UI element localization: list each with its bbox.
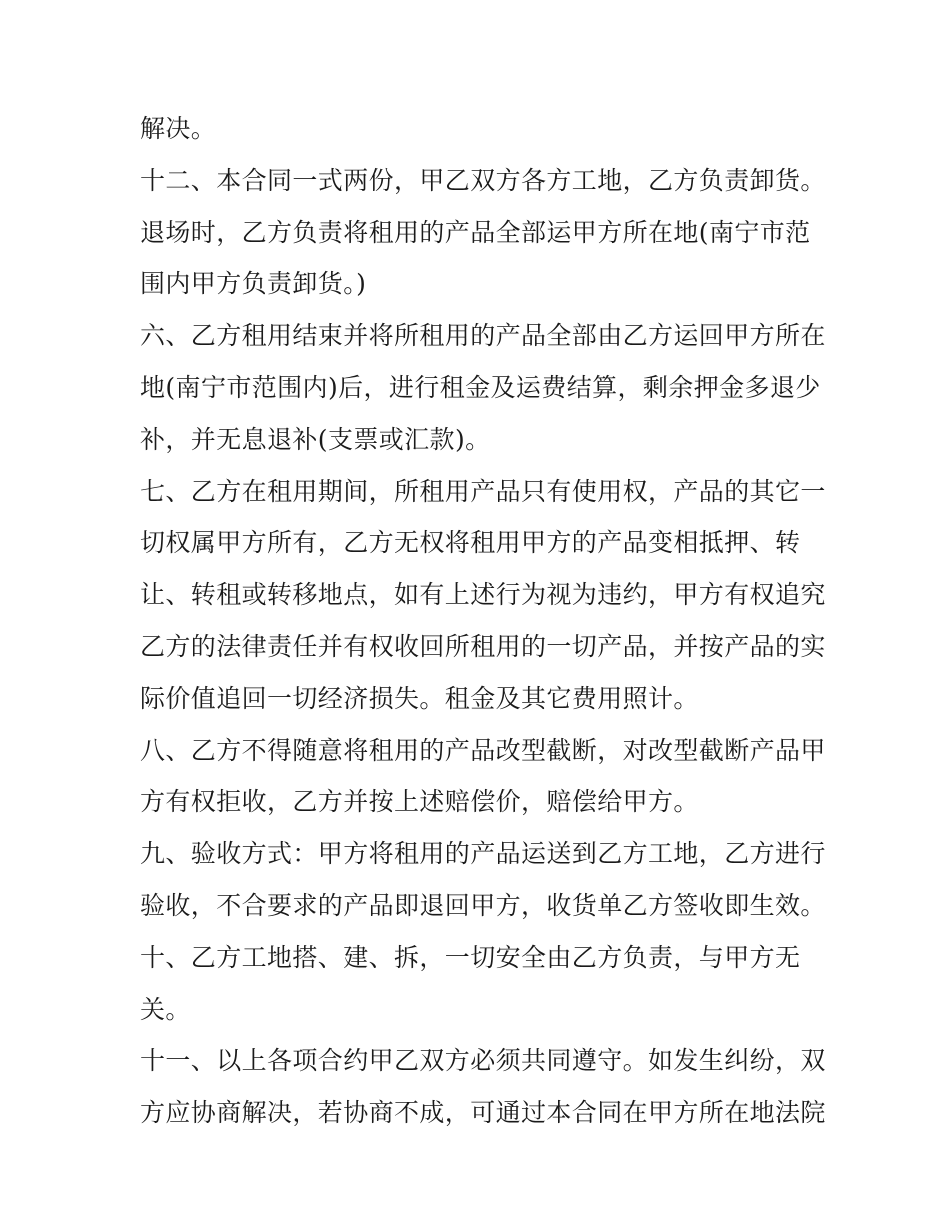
text-line: 十二、本合同一式两份，甲乙双方各方工地，乙方负责卸货。	[140, 165, 826, 195]
text-line: 让、转租或转移地点，如有上述行为视为违约，甲方有权追究	[140, 580, 826, 610]
text-line: 十、乙方工地搭、建、拆，一切安全由乙方负责，与甲方无	[140, 942, 801, 972]
text-line: 乙方的法律责任并有权收回所租用的一切产品，并按产品的实	[140, 631, 826, 661]
text-line: 关。	[140, 994, 191, 1024]
text-line: 地(南宁市范围内)后，进行租金及运费结算，剩余押金多退少	[140, 372, 821, 402]
text-line: 十一、以上各项合约甲乙双方必须共同遵守。如发生纠纷，双	[140, 1046, 826, 1076]
text-line: 解决。	[140, 114, 217, 143]
text-line: 切权属甲方所有，乙方无权将租用甲方的产品变相抵押、转	[140, 528, 801, 558]
text-line: 七、乙方在租用期间，所租用产品只有使用权，产品的其它一	[140, 476, 826, 506]
text-line: 验收，不合要求的产品即退回甲方，收货单乙方签收即生效。	[140, 890, 826, 920]
text-line: 六、乙方租用结束并将所租用的产品全部由乙方运回甲方所在	[140, 321, 826, 351]
text-line: 围内甲方负责卸货。)	[140, 269, 367, 299]
text-line: 补，并无息退补(支票或汇款)。	[140, 424, 491, 454]
text-line: 方应协商解决，若协商不成，可通过本合同在甲方所在地法院	[140, 1098, 826, 1128]
text-line: 方有权拒收，乙方并按上述赔偿价，赔偿给甲方。	[140, 787, 699, 817]
text-line: 际价值追回一切经济损失。租金及其它费用照计。	[140, 683, 699, 713]
text-line: 九、验收方式：甲方将租用的产品运送到乙方工地，乙方进行	[140, 839, 826, 869]
contract-body-text	[140, 103, 826, 1139]
text-line: 退场时，乙方负责将租用的产品全部运甲方所在地(南宁市范	[140, 217, 811, 247]
text-line: 八、乙方不得随意将租用的产品改型截断，对改型截断产品甲	[140, 735, 826, 765]
